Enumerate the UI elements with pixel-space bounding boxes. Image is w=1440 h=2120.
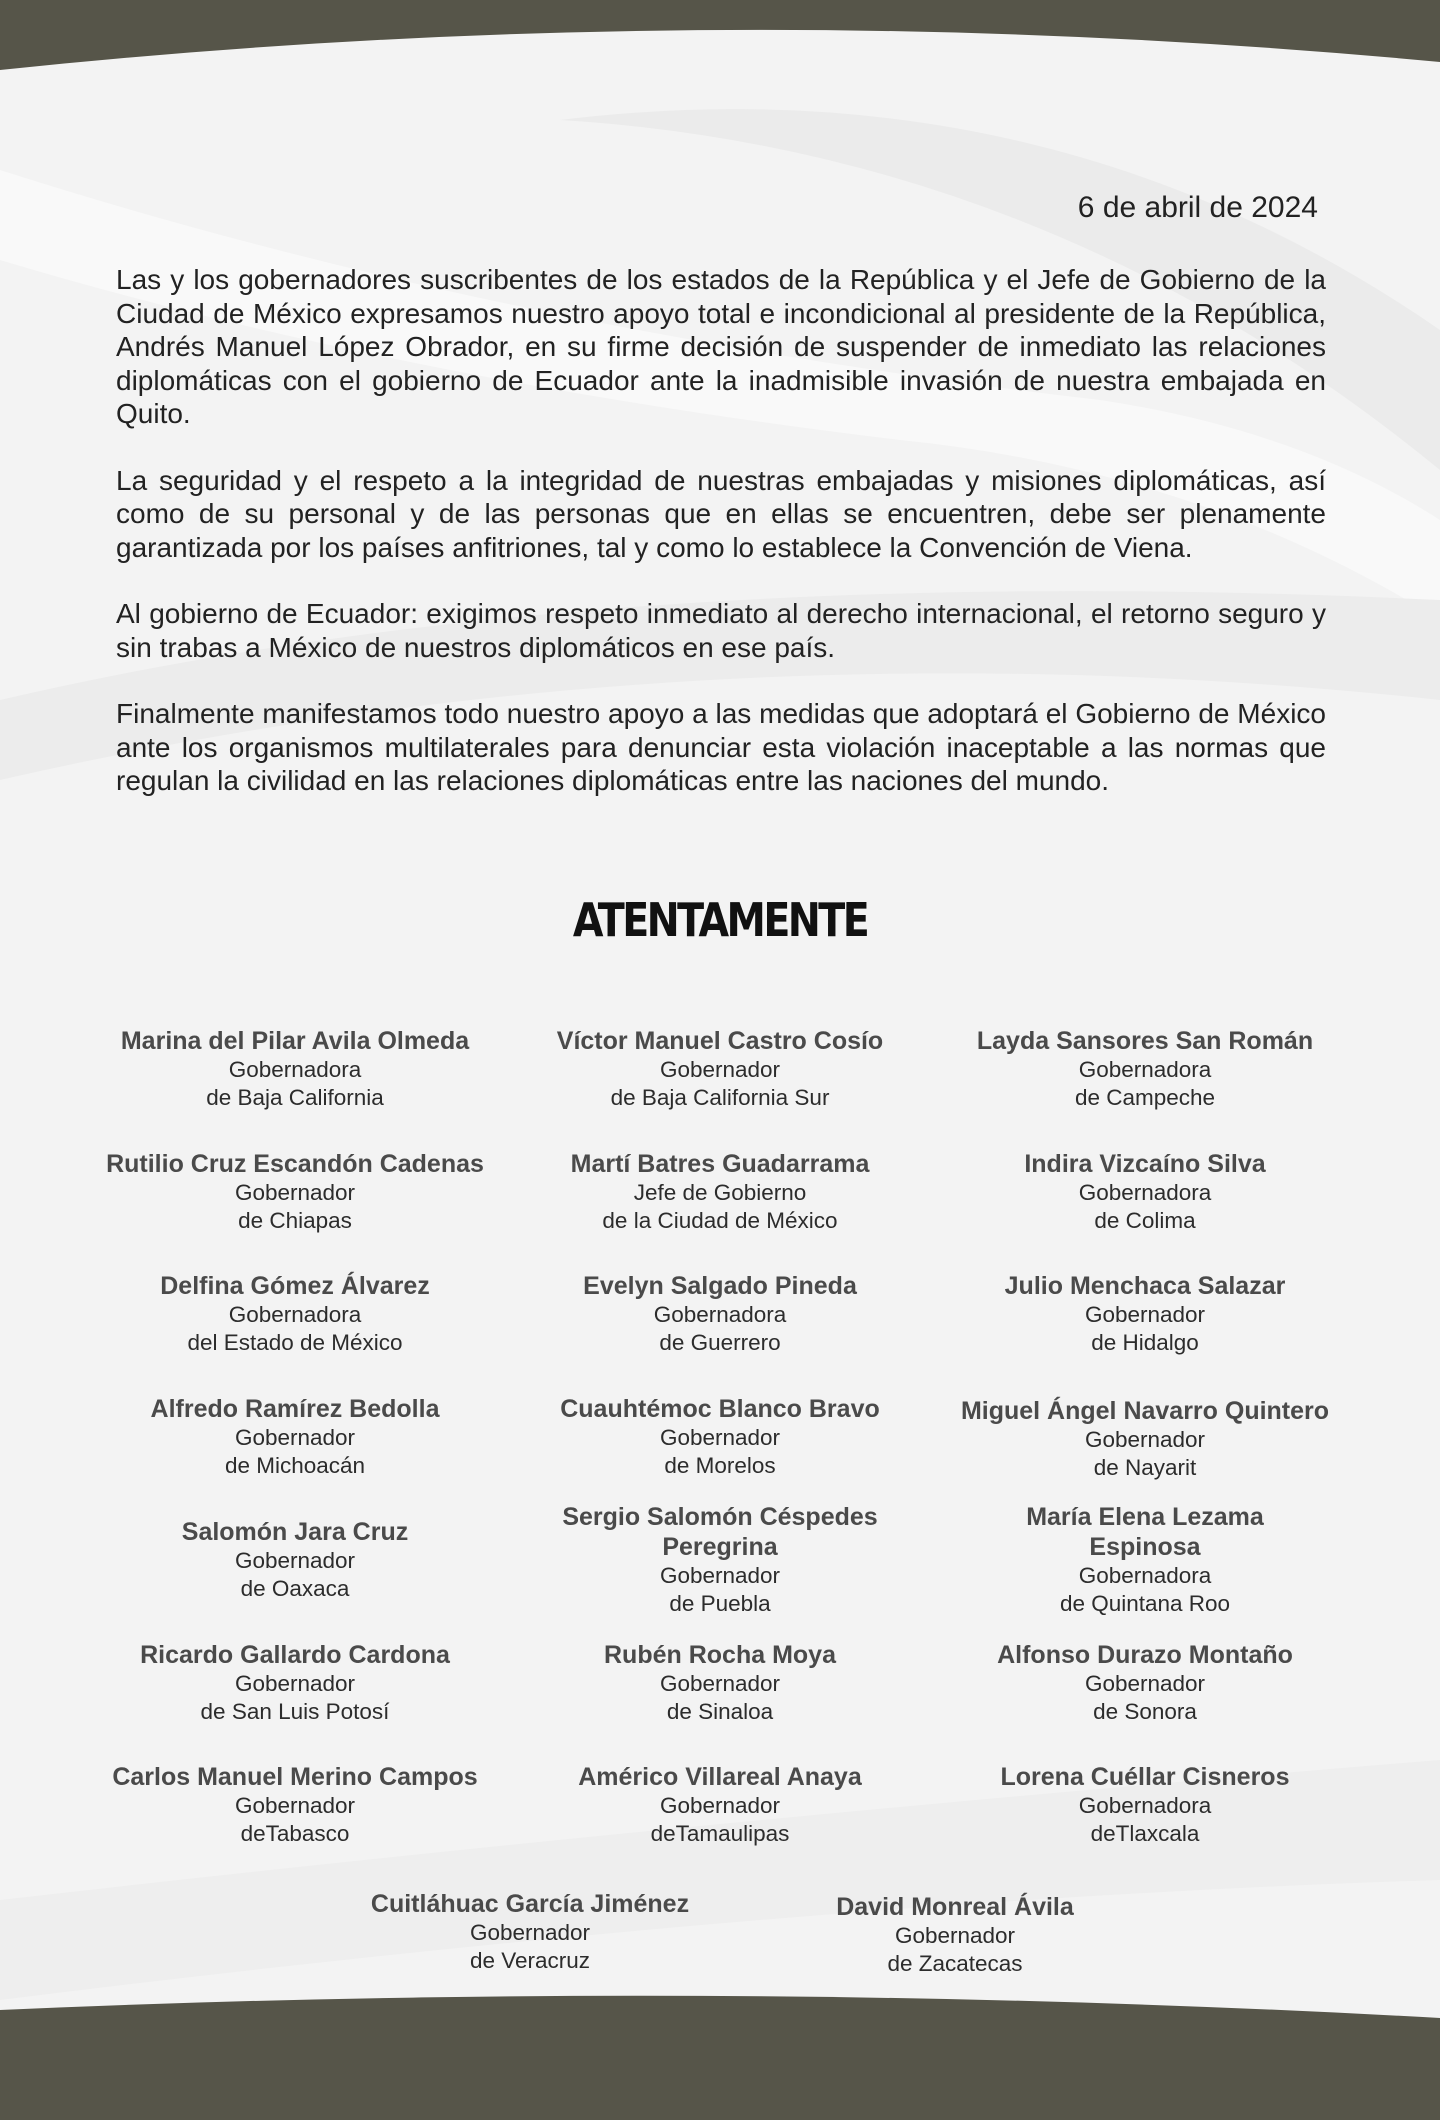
- signature-block: [60, 1762, 530, 1848]
- signatory-name: María Elena Lezama Espinosa: [1026, 1503, 1264, 1561]
- signatory-state: de Sonora: [1093, 1699, 1197, 1724]
- signatory-state: de Oaxaca: [240, 1576, 350, 1601]
- signatory-role: Gobernador: [659, 1793, 781, 1818]
- signatory-role: Gobernador: [234, 1671, 356, 1696]
- signature-block: [60, 1149, 530, 1235]
- signatory-state: deTabasco: [240, 1821, 350, 1846]
- signatory-state: de Colima: [1094, 1208, 1196, 1233]
- signatory-role: Gobernador: [1084, 1671, 1206, 1696]
- signatory-name: Américo Villareal Anaya: [578, 1763, 862, 1791]
- signatory-name: David Monreal Ávila: [836, 1893, 1074, 1921]
- signatory-state: de Baja California: [206, 1085, 384, 1110]
- signature-block: [910, 1640, 1380, 1726]
- signatory-name: Sergio Salomón Céspedes Peregrina: [562, 1503, 878, 1561]
- signatory-state: deTamaulipas: [650, 1821, 790, 1846]
- closing-heading: ATENTAMENTE: [572, 893, 868, 947]
- signature-block: [60, 1517, 530, 1603]
- signatory-role: Gobernador: [659, 1057, 781, 1082]
- signatory-state: de la Ciudad de México: [602, 1208, 838, 1233]
- signatory-name: Salomón Jara Cruz: [181, 1518, 409, 1546]
- signatory-role: Gobernadora: [1078, 1563, 1212, 1588]
- letter-date: 6 de abril de 2024: [1077, 191, 1318, 224]
- signatory-role: Gobernador: [234, 1180, 356, 1205]
- signatory-name: Julio Menchaca Salazar: [1004, 1272, 1286, 1300]
- signatory-role: Gobernador: [894, 1923, 1016, 1948]
- signature-block: [60, 1026, 530, 1112]
- signatory-role: Gobernador: [1084, 1302, 1206, 1327]
- signature-block: [60, 1640, 530, 1726]
- signatory-name: Layda Sansores San Román: [976, 1027, 1314, 1055]
- signatory-name: Víctor Manuel Castro Cosío: [556, 1027, 884, 1055]
- signature-block: [910, 1271, 1380, 1357]
- signatory-state: de Veracruz: [469, 1948, 591, 1973]
- signatory-state: de Zacatecas: [887, 1951, 1023, 1976]
- signature-block: [910, 1149, 1380, 1235]
- signatory-state: de Hidalgo: [1091, 1330, 1199, 1355]
- signatory-role: Gobernador: [234, 1425, 356, 1450]
- signatory-name: Martí Batres Guadarrama: [570, 1150, 870, 1178]
- signatory-name: Ricardo Gallardo Cardona: [140, 1641, 450, 1669]
- signatory-name: Carlos Manuel Merino Campos: [112, 1763, 478, 1791]
- paragraph: Al gobierno de Ecuador: exigimos respeto inmediato al derecho internacional, el retorno seguro y sin trabas a México de nuestros diplomáticos en ese país.: [116, 598, 1326, 663]
- paragraph: Finalmente manifestamos todo nuestro apoyo a las medidas que adoptará el Gobierno de México ante los organismos multilaterales para denunciar esta violación inaceptable a las normas que regulan la civilidad en las relaciones diplomáticas entre las naciones del mundo.: [116, 698, 1326, 796]
- signatory-state: de Morelos: [664, 1453, 776, 1478]
- signature-block: [1020, 1502, 1270, 1618]
- signatory-state: de Baja California Sur: [610, 1085, 830, 1110]
- signatory-role: Gobernador: [469, 1920, 591, 1945]
- signatory-state: de San Luis Potosí: [200, 1699, 390, 1724]
- signatory-role: Gobernadora: [1078, 1057, 1212, 1082]
- signatory-name: Alfredo Ramírez Bedolla: [150, 1395, 440, 1423]
- signature-block: [485, 1149, 955, 1235]
- signatory-state: de Chiapas: [238, 1208, 352, 1233]
- signature-block: [60, 1394, 530, 1480]
- signatory-role: Gobernadora: [228, 1302, 362, 1327]
- signatory-state: deTlaxcala: [1090, 1821, 1200, 1846]
- paragraph: La seguridad y el respeto a la integridad de nuestras embajadas y misiones diplomáticas, así como de su personal y de las personas que en ellas se encuentren, debe ser plenamente garantizada por los países anfitriones, tal y como lo establece la Convención de Viena.: [116, 464, 1326, 563]
- signatory-role: Jefe de Gobierno: [633, 1180, 807, 1205]
- paragraph: Las y los gobernadores suscribentes de los estados de la República y el Jefe de Gobierno de la Ciudad de México expresamos nuestro apoyo total e incondicional al presidente de la República, Andrés Manuel López Obrador, en su firme decisión de suspender de inmediato las relaciones diplomáticas con el gobierno de Ecuador ante la inadmisible invasión de nuestra embajada en Quito.: [116, 264, 1326, 429]
- signature-block: [485, 1762, 955, 1848]
- signatory-name: Rutilio Cruz Escandón Cadenas: [106, 1150, 484, 1178]
- signatory-name: Cuitláhuac García Jiménez: [370, 1890, 690, 1918]
- signatory-state: de Michoacán: [224, 1453, 366, 1478]
- signatory-role: Gobernadora: [228, 1057, 362, 1082]
- signatory-state: del Estado de México: [187, 1330, 403, 1355]
- signatory-state: de Quintana Roo: [1059, 1591, 1231, 1616]
- signatory-role: Gobernador: [234, 1793, 356, 1818]
- signature-block: [485, 1640, 955, 1726]
- signature-block: [485, 1394, 955, 1480]
- signatory-name: Indira Vizcaíno Silva: [1024, 1150, 1266, 1178]
- signatory-name: Evelyn Salgado Pineda: [583, 1272, 857, 1300]
- signatory-role: Gobernadora: [653, 1302, 787, 1327]
- signatory-name: Miguel Ángel Navarro Quintero: [960, 1397, 1330, 1425]
- signature-block: [910, 1026, 1380, 1112]
- signatory-state: de Nayarit: [1093, 1455, 1197, 1480]
- signatory-state: de Guerrero: [659, 1330, 781, 1355]
- signature-block: [485, 1271, 955, 1357]
- signatory-name: Cuauhtémoc Blanco Bravo: [560, 1395, 880, 1423]
- signatory-state: de Campeche: [1074, 1085, 1216, 1110]
- signatory-role: Gobernador: [659, 1671, 781, 1696]
- signatory-role: Gobernador: [659, 1425, 781, 1450]
- signature-block: [560, 1502, 880, 1618]
- signatory-role: Gobernadora: [1078, 1180, 1212, 1205]
- signature-block: [60, 1271, 530, 1357]
- signatory-name: Marina del Pilar Avila Olmeda: [120, 1027, 470, 1055]
- signatory-role: Gobernador: [659, 1563, 781, 1588]
- signatory-role: Gobernador: [234, 1548, 356, 1573]
- signatory-role: Gobernador: [1084, 1427, 1206, 1452]
- letter-body: [116, 263, 1326, 831]
- signatory-name: Alfonso Durazo Montaño: [997, 1641, 1293, 1669]
- signatory-name: Delfina Gómez Álvarez: [160, 1272, 430, 1300]
- signature-block: [910, 1396, 1380, 1482]
- signature-block: [720, 1892, 1190, 1978]
- signature-block: [910, 1762, 1380, 1848]
- signature-block: [295, 1889, 765, 1975]
- signatory-role: Gobernadora: [1078, 1793, 1212, 1818]
- signatory-name: Rubén Rocha Moya: [604, 1641, 836, 1669]
- signatory-name: Lorena Cuéllar Cisneros: [1000, 1763, 1290, 1791]
- signatory-state: de Puebla: [669, 1591, 771, 1616]
- signature-block: [485, 1026, 955, 1112]
- signatory-state: de Sinaloa: [666, 1699, 774, 1724]
